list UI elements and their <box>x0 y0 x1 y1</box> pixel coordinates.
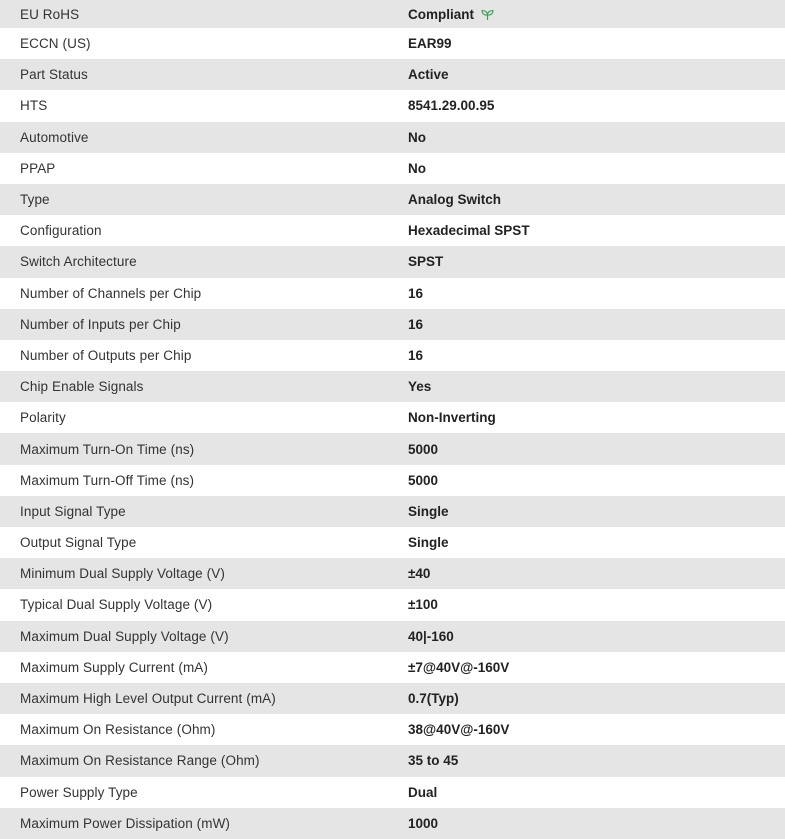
spec-attribute: Power Supply Type <box>20 784 138 800</box>
spec-attribute: Typical Dual Supply Voltage (V) <box>20 597 213 613</box>
spec-attribute: Type <box>20 192 50 208</box>
spec-attribute: Input Signal Type <box>20 503 126 519</box>
spec-row-part-status <box>0 59 785 90</box>
spec-row-inputs <box>0 309 785 340</box>
spec-row-output-signal-type <box>0 527 785 558</box>
spec-value: 16 <box>408 316 424 332</box>
spec-value: EAR99 <box>408 36 452 52</box>
spec-attribute: Maximum Turn-Off Time (ns) <box>20 472 195 488</box>
spec-attribute: Maximum On Resistance (Ohm) <box>20 722 216 738</box>
spec-attribute: Number of Outputs per Chip <box>20 347 192 363</box>
spec-row-power-supply-type <box>0 777 785 808</box>
spec-attribute: EU RoHS <box>20 6 80 22</box>
spec-attribute: Chip Enable Signals <box>20 379 144 395</box>
spec-value: 0.7(Typ) <box>408 691 459 707</box>
spec-row-max-supply-current <box>0 652 785 683</box>
spec-row-outputs <box>0 340 785 371</box>
spec-value: Dual <box>408 784 438 800</box>
spec-value: Single <box>408 535 449 551</box>
spec-attribute: Maximum On Resistance Range (Ohm) <box>20 753 260 769</box>
spec-row-ppap <box>0 153 785 184</box>
spec-attribute: Maximum High Level Output Current (mA) <box>20 691 276 707</box>
spec-value: ±40 <box>408 566 431 582</box>
spec-row-turn-on-time <box>0 433 785 464</box>
spec-value: 40|-160 <box>408 628 454 644</box>
spec-row-max-on-resistance <box>0 714 785 745</box>
spec-row-switch-architecture <box>0 246 785 277</box>
spec-value: 35 to 45 <box>408 753 459 769</box>
spec-attribute: Minimum Dual Supply Voltage (V) <box>20 566 225 582</box>
spec-attribute: Maximum Power Dissipation (mW) <box>20 815 231 831</box>
spec-value: 16 <box>408 285 424 301</box>
spec-attribute: Maximum Dual Supply Voltage (V) <box>20 628 229 644</box>
spec-attribute: Maximum Supply Current (mA) <box>20 659 208 675</box>
spec-attribute: Part Status <box>20 67 88 83</box>
spec-row-on-resistance-range <box>0 745 785 776</box>
spec-value-cell <box>408 0 785 28</box>
spec-value: Compliant <box>408 6 474 22</box>
spec-value: Yes <box>408 379 432 395</box>
spec-value: ±7@40V@-160V <box>408 659 510 675</box>
spec-row-input-signal-type <box>0 496 785 527</box>
spec-row-max-dual-supply <box>0 621 785 652</box>
spec-row-channels <box>0 278 785 309</box>
spec-attribute: ECCN (US) <box>20 36 91 52</box>
spec-attribute: Output Signal Type <box>20 535 137 551</box>
spec-value: Single <box>408 503 449 519</box>
spec-row-min-dual-supply <box>0 558 785 589</box>
spec-attribute: Polarity <box>20 410 66 426</box>
spec-value: No <box>408 160 426 176</box>
spec-row-configuration <box>0 215 785 246</box>
spec-value: Non-Inverting <box>408 410 496 426</box>
spec-row-polarity <box>0 402 785 433</box>
spec-row-chip-enable <box>0 371 785 402</box>
spec-row-typ-dual-supply <box>0 589 785 620</box>
spec-attribute: Maximum Turn-On Time (ns) <box>20 441 195 457</box>
spec-attribute: HTS <box>20 98 48 114</box>
leaf-icon <box>481 9 494 21</box>
spec-value: 1000 <box>408 815 439 831</box>
spec-attribute: Automotive <box>20 129 89 145</box>
spec-value: 5000 <box>408 441 439 457</box>
spec-attribute: Switch Architecture <box>20 254 137 270</box>
spec-value: 16 <box>408 347 424 363</box>
spec-value: SPST <box>408 254 444 270</box>
spec-attribute: Configuration <box>20 223 102 239</box>
spec-attribute: Number of Inputs per Chip <box>20 316 181 332</box>
spec-attribute: PPAP <box>20 160 56 176</box>
spec-value: No <box>408 129 426 145</box>
spec-attribute: Number of Channels per Chip <box>20 285 202 301</box>
spec-row-hts <box>0 90 785 121</box>
spec-value: 38@40V@-160V <box>408 722 510 738</box>
spec-row-eu-rohs <box>0 0 785 28</box>
spec-value: 8541.29.00.95 <box>408 98 495 114</box>
spec-row-turn-off-time <box>0 465 785 496</box>
spec-value: ±100 <box>408 597 438 613</box>
spec-row-type <box>0 184 785 215</box>
spec-row-max-power-dissipation <box>0 808 785 839</box>
spec-value: 5000 <box>408 472 439 488</box>
spec-row-automotive <box>0 122 785 153</box>
spec-value: Analog Switch <box>408 192 502 208</box>
spec-value: Hexadecimal SPST <box>408 223 530 239</box>
spec-value: Active <box>408 67 449 83</box>
spec-row-eccn <box>0 28 785 59</box>
spec-row-max-high-level-output <box>0 683 785 714</box>
